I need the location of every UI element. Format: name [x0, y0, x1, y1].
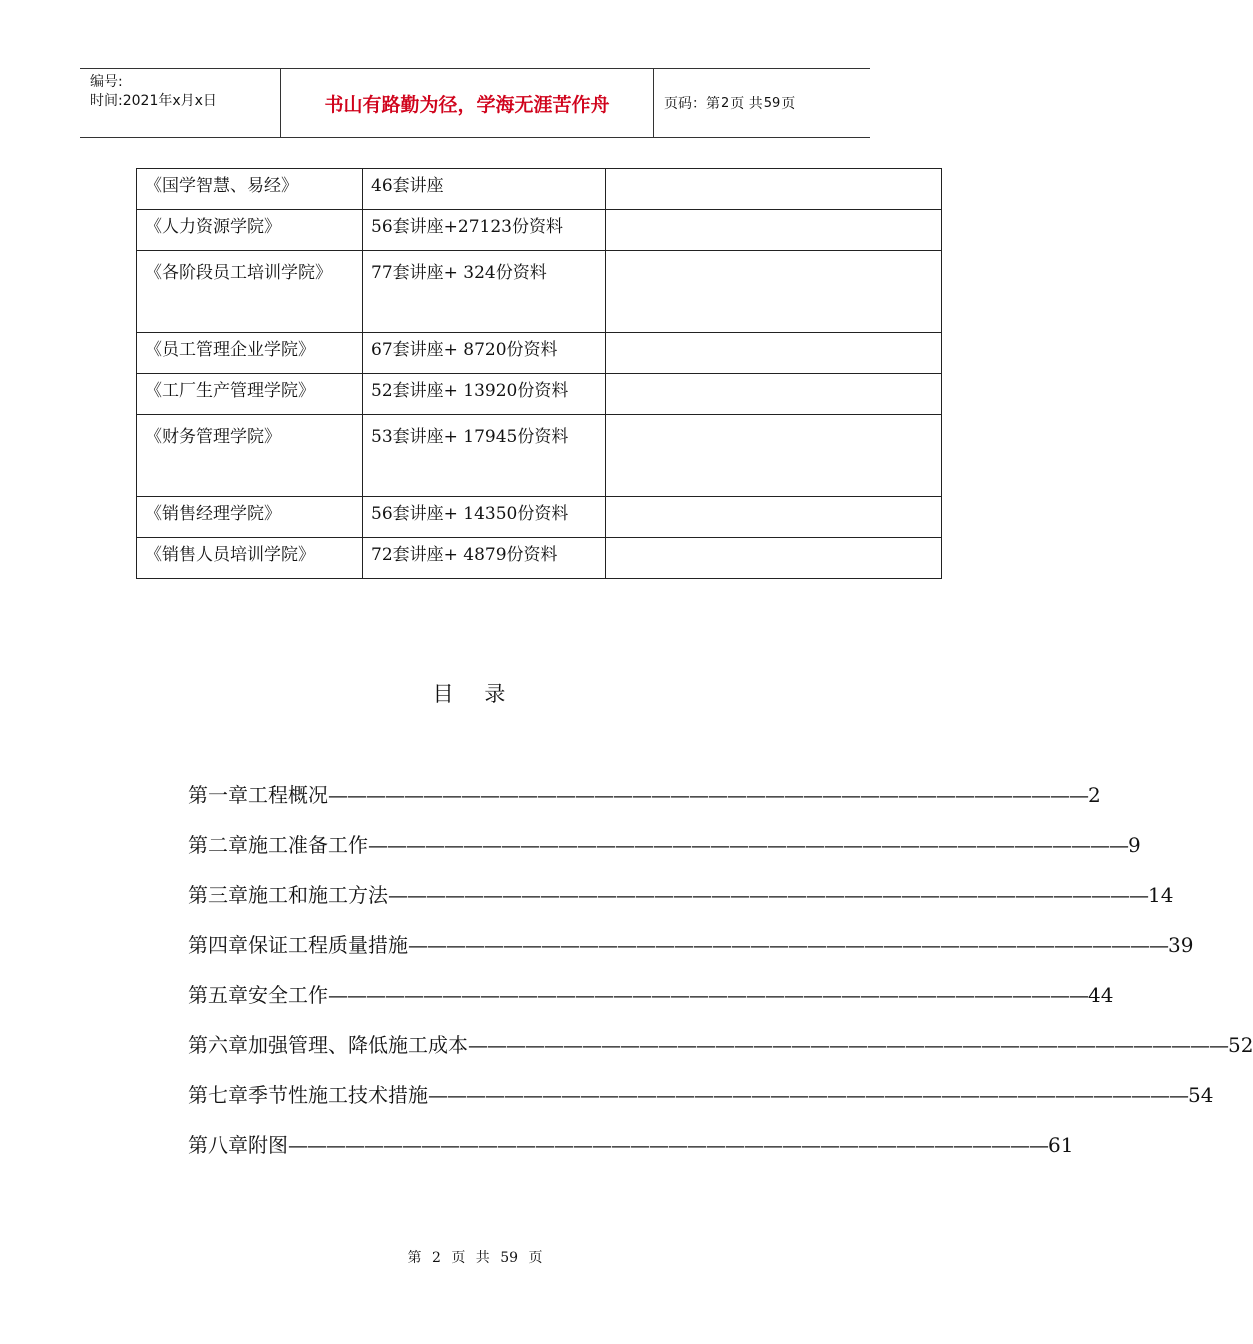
- footer-total-pages: 59: [500, 1250, 519, 1266]
- toc-item[interactable]: [188, 978, 1114, 1028]
- toc-leader: ————————————————————————————————————————: [388, 883, 1148, 907]
- toc-item[interactable]: [188, 878, 1174, 928]
- page-current: 2: [721, 95, 730, 111]
- toc-chapter: 第四章: [188, 933, 248, 957]
- toc-item-title: 附图: [248, 1133, 288, 1157]
- toc-page-number: 61: [1048, 1133, 1074, 1157]
- course-extra-cell: [606, 251, 942, 333]
- course-name-cell: 《销售经理学院》: [137, 497, 363, 538]
- course-detail-cell: 52套讲座+ 13920份资料: [363, 374, 606, 415]
- toc-leader: ————————————————————————————————————————: [368, 833, 1128, 857]
- course-extra-cell: [606, 374, 942, 415]
- table-row: [137, 251, 942, 333]
- toc-page-number: 9: [1128, 833, 1141, 857]
- course-detail-cell: 72套讲座+ 4879份资料: [363, 538, 606, 579]
- toc-chapter: 第三章: [188, 883, 248, 907]
- toc-item-title: 加强管理、降低施工成本: [248, 1033, 468, 1057]
- toc-item[interactable]: [188, 1078, 1214, 1128]
- course-table: [136, 168, 942, 579]
- footer-page-word: 页: [451, 1250, 466, 1266]
- footer-current-page: 2: [431, 1250, 441, 1266]
- course-detail-cell: 53套讲座+ 17945份资料: [363, 415, 606, 497]
- course-name-cell: 《国学智慧、易经》: [137, 169, 363, 210]
- toc-page-number: 14: [1148, 883, 1174, 907]
- toc-item[interactable]: [188, 1128, 1074, 1178]
- toc-item[interactable]: [188, 1028, 1253, 1078]
- course-name-cell: 《员工管理企业学院》: [137, 333, 363, 374]
- page-total: 59: [763, 95, 781, 111]
- number-label: 编号:: [90, 74, 123, 90]
- table-row: [137, 374, 942, 415]
- table-row: [137, 497, 942, 538]
- toc-leader: ————————————————————————————————————————: [428, 1083, 1188, 1107]
- page-footer: [0, 1247, 950, 1267]
- page-mid: 页 共: [730, 96, 763, 112]
- toc-title: 目 录: [432, 682, 518, 706]
- table-row: [137, 169, 942, 210]
- table-of-contents: [188, 778, 1253, 1178]
- toc-chapter: 第七章: [188, 1083, 248, 1107]
- toc-chapter: 第二章: [188, 833, 248, 857]
- footer-suffix: 页: [528, 1250, 543, 1266]
- toc-leader: ————————————————————————————————————————: [288, 1133, 1048, 1157]
- toc-page-number: 39: [1168, 933, 1194, 957]
- table-row: [137, 333, 942, 374]
- course-extra-cell: [606, 497, 942, 538]
- course-detail-cell: 77套讲座+ 324份资料: [363, 251, 606, 333]
- course-extra-cell: [606, 538, 942, 579]
- page-prefix: 页码：第: [664, 96, 720, 112]
- toc-chapter: 第八章: [188, 1133, 248, 1157]
- toc-page-number: 44: [1088, 983, 1114, 1007]
- course-name-cell: 《各阶段员工培训学院》: [137, 251, 363, 333]
- toc-page-number: 2: [1088, 783, 1101, 807]
- course-detail-cell: 56套讲座+27123份资料: [363, 210, 606, 251]
- course-extra-cell: [606, 169, 942, 210]
- course-name-cell: 《财务管理学院》: [137, 415, 363, 497]
- header-meta: [80, 69, 281, 137]
- course-extra-cell: [606, 415, 942, 497]
- toc-leader: ————————————————————————————————————————: [328, 983, 1088, 1007]
- toc-item-title: 保证工程质量措施: [248, 933, 408, 957]
- header-page-info: [654, 69, 870, 137]
- toc-item-title: 施工和施工方法: [248, 883, 388, 907]
- toc-chapter: 第一章: [188, 783, 248, 807]
- course-detail-cell: 46套讲座: [363, 169, 606, 210]
- course-name-cell: 《人力资源学院》: [137, 210, 363, 251]
- time-label: 时间:2021年x月x日: [90, 93, 217, 109]
- toc-chapter: 第五章: [188, 983, 248, 1007]
- toc-leader: ————————————————————————————————————————: [328, 783, 1088, 807]
- footer-total-word: 共: [475, 1250, 490, 1266]
- table-row: [137, 415, 942, 497]
- header-motto: 书山有路勤为径，学海无涯苦作舟: [281, 69, 654, 137]
- course-name-cell: 《销售人员培训学院》: [137, 538, 363, 579]
- toc-page-number: 54: [1188, 1083, 1214, 1107]
- toc-item[interactable]: [188, 928, 1194, 978]
- course-detail-cell: 67套讲座+ 8720份资料: [363, 333, 606, 374]
- page-header: [80, 68, 870, 138]
- toc-leader: ————————————————————————————————————————: [408, 933, 1168, 957]
- course-extra-cell: [606, 210, 942, 251]
- toc-item-title: 工程概况: [248, 783, 328, 807]
- toc-chapter: 第六章: [188, 1033, 248, 1057]
- toc-leader: ————————————————————————————————————————: [468, 1033, 1228, 1057]
- toc-item-title: 安全工作: [248, 983, 328, 1007]
- toc-page-number: 52: [1228, 1033, 1253, 1057]
- course-detail-cell: 56套讲座+ 14350份资料: [363, 497, 606, 538]
- footer-prefix: 第: [407, 1250, 422, 1266]
- course-name-cell: 《工厂生产管理学院》: [137, 374, 363, 415]
- table-row: [137, 210, 942, 251]
- course-extra-cell: [606, 333, 942, 374]
- toc-item-title: 季节性施工技术措施: [248, 1083, 428, 1107]
- toc-item[interactable]: [188, 778, 1101, 828]
- toc-item-title: 施工准备工作: [248, 833, 368, 857]
- toc-item[interactable]: [188, 828, 1141, 878]
- page-suffix: 页: [781, 96, 796, 112]
- table-row: [137, 538, 942, 579]
